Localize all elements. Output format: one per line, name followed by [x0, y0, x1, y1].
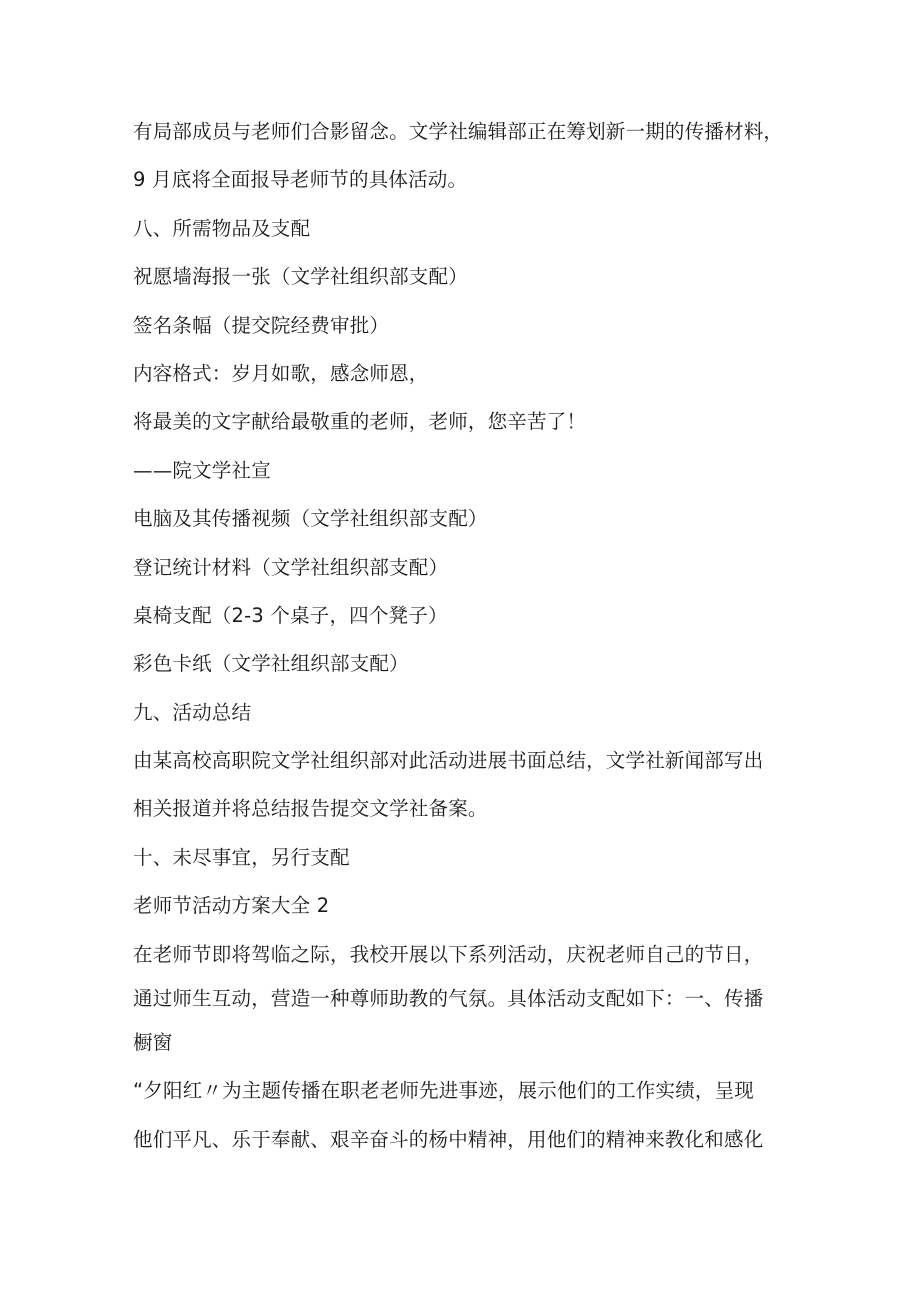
- list-item: 桌椅支配（2-3 个桌子，四个凳子）: [133, 603, 448, 627]
- paragraph-line: 由某高校高职院文学社组织部对此活动进展书面总结，文学社新闻部写出: [133, 749, 764, 773]
- list-item: 电脑及其传播视频（文学社组织部支配）: [133, 507, 488, 531]
- list-item: 将最美的文字献给最敬重的老师，老师，您辛苦了！: [133, 410, 587, 434]
- list-item: ——院文学社宣: [133, 458, 271, 482]
- paragraph-line: 在老师节即将驾临之际，我校开展以下系列活动，庆祝老师自己的节日，: [133, 942, 764, 966]
- paragraph-line: 橱窗: [133, 1031, 173, 1055]
- section-heading: 九、活动总结: [133, 700, 252, 724]
- document-title: 老师节活动方案大全 2: [133, 894, 330, 918]
- paragraph-line: 通过师生互动，营造一种尊师助教的气氛。具体活动支配如下：一、传播: [133, 987, 764, 1011]
- list-item: 登记统计材料（文学社组织部支配）: [133, 555, 449, 579]
- list-item: 祝愿墙海报一张（文学社组织部支配）: [133, 265, 468, 289]
- list-item: 彩色卡纸（文学社组织部支配）: [133, 652, 409, 676]
- paragraph-line: 相关报道并将总结报告提交文学社备案。: [133, 797, 488, 821]
- section-heading: 十、未尽事宜，另行支配: [133, 845, 350, 869]
- paragraph-line: 有局部成员与老师们合影留念。文学社编辑部正在筹划新一期的传播材料，: [133, 120, 784, 143]
- paragraph-line: 他们平凡、乐于奉献、艰辛奋斗的杨中精神，用他们的精神来教化和感化: [133, 1127, 764, 1151]
- paragraph-line: 9 月底将全面报导老师节的具体活动。: [133, 168, 468, 192]
- paragraph-line: “夕阳红〃为主题传播在职老老师先进事迹，展示他们的工作实绩，呈现: [133, 1079, 755, 1103]
- document-body: [133, 108, 813, 1164]
- list-item: 内容格式：岁月如歌，感念师恩，: [133, 361, 429, 385]
- section-heading: 八、所需物品及支配: [133, 216, 311, 240]
- list-item: 签名条幅（提交院经费审批）: [133, 313, 390, 337]
